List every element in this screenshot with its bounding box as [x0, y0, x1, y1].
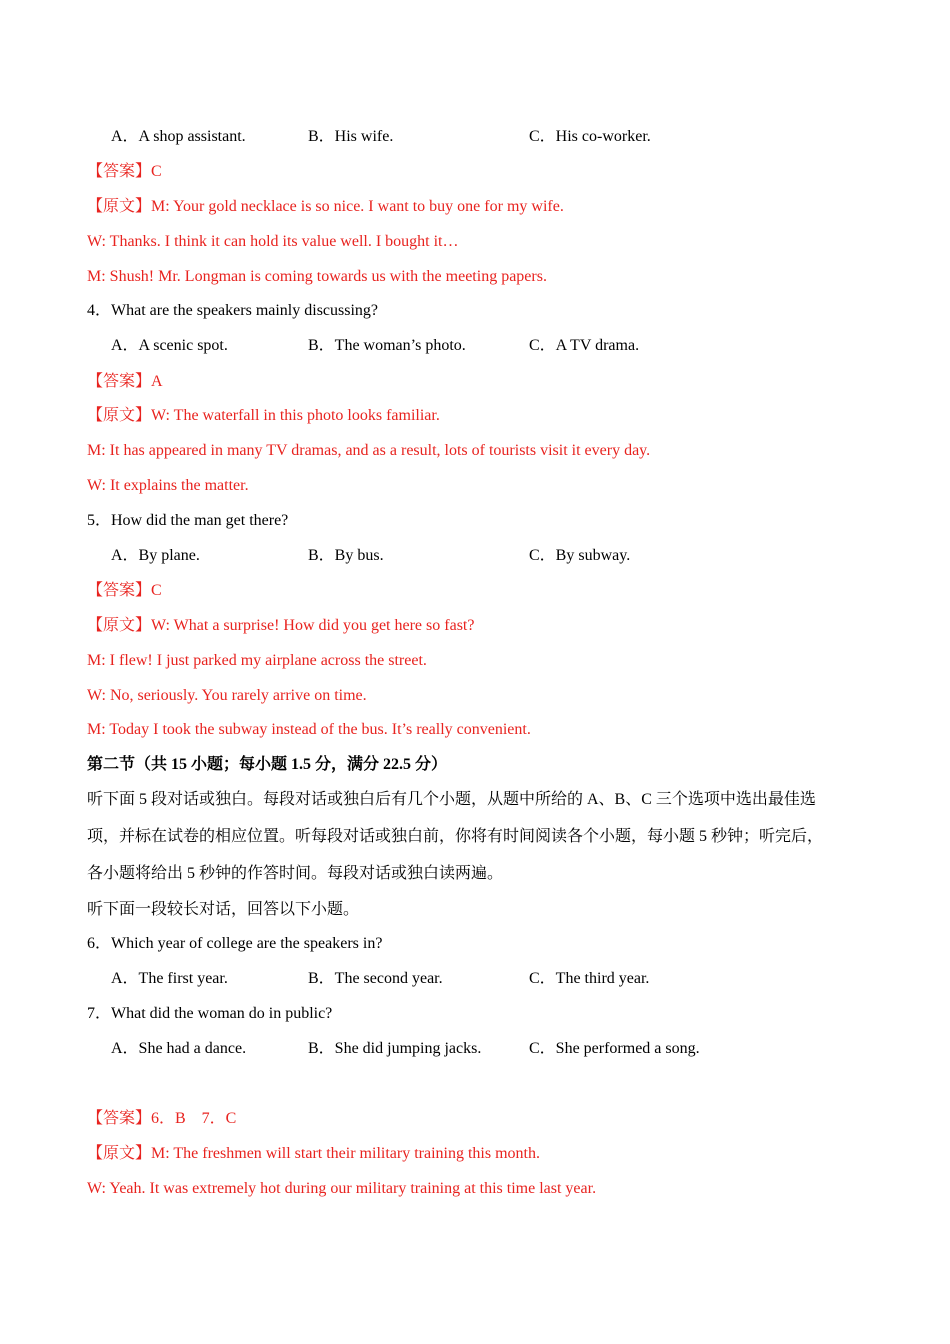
q5-script-line: M: I flew! I just parked my airplane across the street. [87, 652, 427, 669]
q5-script-line: 【原文】W: What a surprise! How did you get here so fast? [87, 617, 475, 634]
q4-answer: 【答案】A [87, 373, 163, 390]
q4-option-b: B．The woman’s photo. [308, 337, 466, 354]
q6-option-a: A．The first year. [111, 970, 228, 987]
section-heading: 第二节（共 15 小题；每小题 1.5 分，满分 22.5 分） [87, 756, 448, 773]
q4-option-c: C．A TV drama. [529, 337, 640, 354]
q3-option-c: C．His co-worker. [529, 128, 651, 145]
q5-script-line: M: Today I took the subway instead of the bus. It’s really convenient. [87, 721, 531, 738]
q5-answer: 【答案】C [87, 582, 162, 599]
instructions-line: 各小题将给出 5 秒钟的作答时间。每段对话或独白读两遍。 [87, 865, 504, 882]
q6-7-script-line: W: Yeah. It was extremely hot during our military training at this time last year. [87, 1180, 597, 1197]
q5-option-a: A．By plane. [111, 547, 200, 564]
q3-script-line: W: Thanks. I think it can hold its value well. I bought it… [87, 233, 459, 250]
q3-script-line: 【原文】M: Your gold necklace is so nice. I want to buy one for my wife. [87, 198, 564, 215]
q6-7-script-line: 【原文】M: The freshmen will start their military training this month. [87, 1145, 540, 1162]
instructions-line: 项，并标在试卷的相应位置。听每段对话或独白前，你将有时间阅读各个小题，每小题 5 秒钟；听完后， [87, 828, 824, 845]
q4-script-line: 【原文】W: The waterfall in this photo looks familiar. [87, 407, 440, 424]
q6-question: 6．Which year of college are the speakers in? [87, 935, 383, 952]
section-prompt: 听下面一段较长对话，回答以下小题。 [87, 901, 360, 918]
q7-option-a: A．She had a dance. [111, 1040, 247, 1057]
q6-option-c: C．The third year. [529, 970, 650, 987]
q3-script-line: M: Shush! Mr. Longman is coming towards us with the meeting papers. [87, 268, 547, 285]
q3-answer: 【答案】C [87, 163, 162, 180]
q3-option-b: B．His wife. [308, 128, 394, 145]
q7-question: 7．What did the woman do in public? [87, 1005, 333, 1022]
q4-question: 4．What are the speakers mainly discussing? [87, 302, 379, 319]
q6-7-answer: 【答案】6．B 7．C [87, 1110, 237, 1127]
q5-option-c: C．By subway. [529, 547, 631, 564]
q5-script-line: W: No, seriously. You rarely arrive on time. [87, 687, 367, 704]
q7-option-b: B．She did jumping jacks. [308, 1040, 482, 1057]
q5-question: 5．How did the man get there? [87, 512, 289, 529]
instructions-line: 听下面 5 段对话或独白。每段对话或独白后有几个小题，从题中所给的 A、B、C 三个选项中选出最佳选 [87, 791, 816, 808]
q7-option-c: C．She performed a song. [529, 1040, 700, 1057]
q6-option-b: B．The second year. [308, 970, 443, 987]
q3-option-a: A．A shop assistant. [111, 128, 246, 145]
q4-script-line: W: It explains the matter. [87, 477, 249, 494]
q4-option-a: A．A scenic spot. [111, 337, 228, 354]
q4-script-line: M: It has appeared in many TV dramas, and as a result, lots of tourists visit it every day. [87, 442, 651, 459]
q5-option-b: B．By bus. [308, 547, 384, 564]
